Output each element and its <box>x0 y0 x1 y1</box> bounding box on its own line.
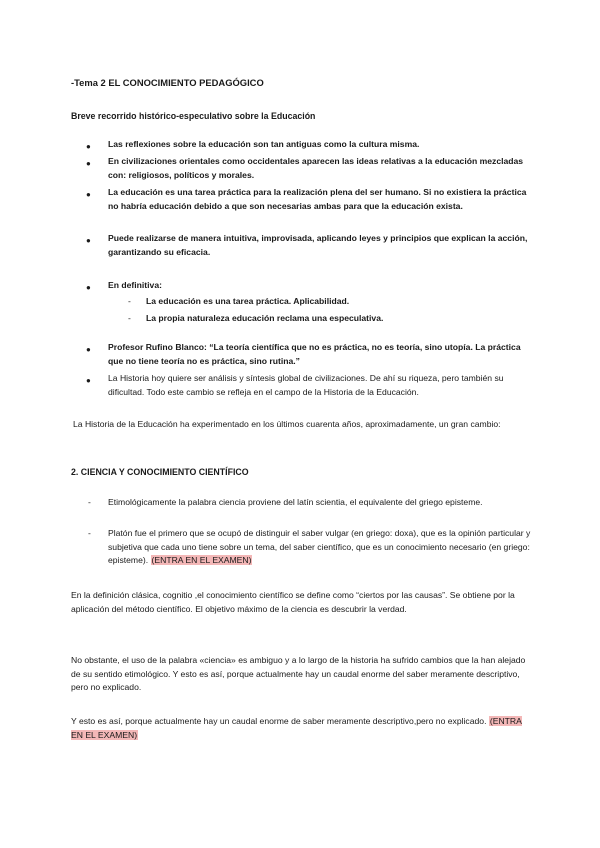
bullet-icon: ● <box>86 345 91 354</box>
section-heading: 2. CIENCIA Y CONOCIMIENTO CIENTÍFICO <box>71 467 249 477</box>
bullet-text: La educación es una tarea práctica para la realización plena del ser humano. Si no existiera la práctica no habría educación debido a que son necesarias ambas para que la educación exista. <box>108 187 527 211</box>
bullet-icon: ● <box>86 376 91 385</box>
final-body: Y esto es así, porque actualmente hay un caudal enorme de saber meramente descriptivo,pero no explicado. <box>71 716 487 726</box>
bullet-icon: ● <box>86 190 91 199</box>
platon-text <box>108 527 538 568</box>
historia-bullet-text: La Historia hoy quiere ser análisis y síntesis global de civilizaciones. De ahí su riqueza, pero también su dificultad. Todo este cambio se refleja en el campo de la Historia de la Educación. <box>108 373 504 397</box>
platon-body: Platón fue el primero que se ocupó de distinguir el saber vulgar (en griego: doxa), que es la opinión particular y subjetiva que cada uno tiene sobre un tema, del saber científico, que es un conocimiento necesario (en griego: episteme). <box>108 528 531 566</box>
bullet-text: En civilizaciones orientales como occidentales aparecen las ideas relativas a la educación mezcladas con: religiosos, políticos y morales. <box>108 156 524 180</box>
bullet-text: Las reflexiones sobre la educación son tan antiguas como la cultura misma. <box>108 139 420 149</box>
bullet-icon: ● <box>86 283 91 292</box>
dash-icon: - <box>128 313 131 323</box>
bullet-icon: ● <box>86 159 91 168</box>
rufino-quote: Profesor Rufino Blanco: “La teoría científica que no es práctica, no es teoría, sino utopía. La práctica que no tiene teoría no es práctica, sino rutina.” <box>108 342 521 366</box>
exam-highlight: (ENTRA EN EL EXAMEN) <box>71 716 522 740</box>
etimologia-text: Etimológicamente la palabra ciencia proviene del latín scientia, el equivalente del griego episteme. <box>108 497 483 507</box>
bullet-text: Puede realizarse de manera intuitiva, improvisada, aplicando leyes y principios que explican la acción, garantizando su eficacia. <box>108 233 528 257</box>
exam-highlight: (ENTRA EN EL EXAMEN) <box>151 555 252 566</box>
final-paragraph <box>71 715 531 742</box>
historia-paragraph: La Historia de la Educación ha experimentado en los últimos cuarenta años, aproximadamente, un gran cambio: <box>73 419 501 429</box>
dash-icon: - <box>128 296 131 306</box>
bullet-icon: ● <box>86 236 91 245</box>
definitiva-item: La educación es una tarea práctica. Aplicabilidad. <box>146 296 350 306</box>
noobstante-paragraph: No obstante, el uso de la palabra «ciencia» es ambiguo y a lo largo de la historia ha sufrido cambios que la han alejado de su sentido etimológico. Y esto es así, porque actualmente hay un caudal enorme del saber meramente descriptivo, pero no explicado. <box>71 655 526 693</box>
bullet-icon: ● <box>86 142 91 151</box>
definitiva-item: La propia naturaleza educación reclama una especulativa. <box>146 313 384 323</box>
definitiva-label: En definitiva: <box>108 280 162 290</box>
dash-icon: - <box>88 528 91 538</box>
section-subtitle: Breve recorrido histórico-especulativo sobre la Educación <box>71 111 316 121</box>
page-title: -Tema 2 EL CONOCIMIENTO PEDAGÓGICO <box>71 77 264 88</box>
dash-icon: - <box>88 497 91 507</box>
definicion-paragraph: En la definición clásica, cognitio ,el conocimiento científico se define como “ciertos por las causas”. Se obtiene por la aplicación del método científico. El objetivo máximo de la ciencia es descubrir la verdad. <box>71 590 515 614</box>
